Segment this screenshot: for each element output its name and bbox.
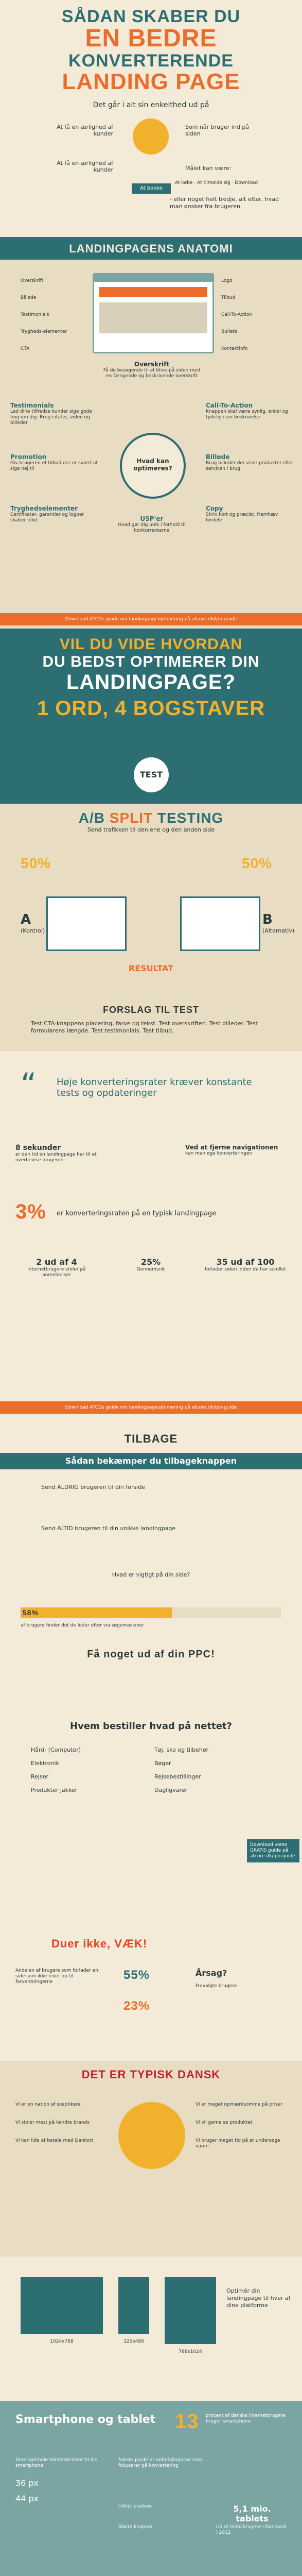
nettet-right-2: Bøger bbox=[154, 1760, 171, 1767]
danish-r3: Vi bruger meget tid på at undersøge varen bbox=[196, 2138, 280, 2149]
ab-label-a-letter: A bbox=[21, 912, 31, 927]
nettet-right-1: Tøj, sko og tilbehør bbox=[154, 1747, 209, 1753]
danish-r1: Vi er meget opmærksomme på priser bbox=[196, 2102, 283, 2107]
label-tilbud: Tilbud bbox=[221, 295, 236, 300]
danish-title: DET ER TYPISK DANSK bbox=[81, 2068, 221, 2081]
bullets-title: Billede bbox=[206, 453, 230, 461]
device-phone bbox=[118, 2277, 149, 2334]
test-headline-1: VIL DU VIDE HVORDAN bbox=[59, 636, 243, 653]
device-desktop bbox=[21, 2277, 103, 2334]
ab-section bbox=[0, 804, 302, 1051]
title-line-2: EN BEDRE bbox=[85, 25, 217, 52]
ab-screen-b bbox=[180, 896, 260, 951]
ab-pct-right: 50% bbox=[242, 855, 273, 871]
danish-left bbox=[15, 2102, 108, 2144]
left-goal-text-2: At få en ærlighed af kunder bbox=[57, 160, 113, 173]
header-footer-text: - eller noget helt tredje, alt efter, hvad man ønsker fra brugeren bbox=[170, 196, 279, 210]
nettet-title: Hvem bestiller hvad på nettet? bbox=[70, 1721, 232, 1732]
label-tryghed: Trygheds-elementer bbox=[21, 329, 67, 334]
goal-list: At købe · At tilmelde sig · Download bbox=[175, 180, 258, 185]
ab-subtitle: Send trafikken til den ene og den anden side bbox=[87, 826, 215, 833]
ab-label-a bbox=[21, 912, 45, 934]
label-kontakt: Kontaktinfo bbox=[221, 346, 248, 351]
anatomy-left-labels bbox=[21, 278, 82, 352]
right-goal-text-1: Som når bruger ind på siden bbox=[185, 124, 250, 137]
stat-1-text: er den tid en landingpage har til at overbevise brugeren bbox=[15, 1152, 97, 1163]
stat-2-text: kan man øge konverteringen bbox=[185, 1151, 253, 1156]
smart-b2: Næste punkt er anbefalingerne som fokuserer på konvertering bbox=[118, 2458, 202, 2468]
intro-text: Det går i alt sin enkelthed ud på bbox=[93, 101, 209, 109]
smart-b4: Større knapper bbox=[118, 2524, 153, 2530]
argh-shout: Duer ikke, VÆK! bbox=[51, 1937, 148, 1950]
testimonials-text: Lad dine tilfredse kunder sige gode ting om dig. Brug citater, video og billeder bbox=[10, 409, 92, 426]
test-headline-3: LANDINGPAGE? bbox=[66, 671, 236, 693]
danish-r2: Vi vil gerne se produktet bbox=[196, 2120, 253, 2125]
browser-mockup bbox=[93, 273, 214, 353]
ab-forslag-text: Test CTA-knappens placering, farve og tekst. Test overskriften. Test billeder. Test formularens længde. Test testimonials. Test tilbud. bbox=[31, 1020, 258, 1034]
quote-mark-icon: “ bbox=[21, 1066, 37, 1103]
argh-pct2: 23% bbox=[123, 1999, 150, 2013]
trust-title: Tryghedselementer bbox=[10, 505, 78, 512]
back-pct-fill bbox=[21, 1607, 172, 1618]
smart-number: 13 bbox=[175, 2410, 199, 2433]
device-d1: 1024x768 bbox=[50, 2339, 74, 2344]
overskrift-title: Overskrift bbox=[134, 361, 170, 368]
smart-title: Smartphone og tablet bbox=[15, 2413, 156, 2426]
anatomy-download-banner[interactable]: Download ATCOs guide om landingpageoptimering på atcore.dk/lpo-guide bbox=[0, 613, 302, 625]
label-testimonials: Testimonials bbox=[21, 312, 49, 317]
device-tablet bbox=[165, 2277, 216, 2344]
smart-b3: Udnyt pladsen bbox=[118, 2504, 152, 2509]
tilbage-label: TILBAGE bbox=[124, 1432, 178, 1445]
nettet-left-4: Produkter jakker bbox=[31, 1787, 78, 1793]
ab-result bbox=[0, 963, 302, 973]
smart-section bbox=[0, 2401, 302, 2576]
danish-l1: Vi er en nation af skeptikere bbox=[15, 2102, 81, 2107]
ab-screen-a bbox=[46, 896, 127, 951]
stat-c3 bbox=[204, 1257, 287, 1273]
test-headline-2: DU BEDST OPTIMERER DIN bbox=[42, 653, 260, 670]
left-goal-text-1: At få en ærlighed af kunder bbox=[57, 124, 113, 137]
ab-label-b-sub: (Alternativ) bbox=[262, 927, 295, 934]
title-line-1: SÅDAN SKABER DU bbox=[61, 7, 241, 26]
ab-title-a: A/B bbox=[78, 810, 105, 826]
nettet-left-2: Elektronik bbox=[31, 1760, 59, 1767]
user-head-icon bbox=[133, 118, 169, 155]
smart-size-1: 36 px bbox=[15, 2478, 39, 2488]
ab-label-a-sub: (Kontrol) bbox=[21, 927, 45, 934]
optimize-circle bbox=[120, 433, 186, 499]
stat-2 bbox=[185, 1144, 288, 1157]
nettet-side-note[interactable]: Download vores GRATIS guide på atcore.dk/lpo-guide bbox=[247, 1839, 299, 1862]
stat-c2-text: Gennemsnit bbox=[136, 1267, 165, 1272]
danish-section bbox=[0, 2061, 302, 2257]
nettet-left-3: Rejser bbox=[31, 1773, 48, 1780]
copy-block bbox=[206, 505, 293, 523]
anatomy-right-labels bbox=[221, 278, 283, 352]
label-cta: CTA bbox=[21, 346, 30, 351]
stats-download-banner[interactable]: Download ATCOs guide om landingpageoptimering på atcore.dk/lpo-guide bbox=[0, 1401, 302, 1414]
overskrift-text: Få de besøgende til at blive på siden med en fængende og beskrivende overskrift bbox=[103, 368, 201, 379]
label-overskrift: Overskrift bbox=[21, 278, 44, 283]
ab-title-b: TESTING bbox=[157, 810, 224, 826]
ab-pct-left: 50% bbox=[21, 855, 51, 871]
header-section bbox=[0, 0, 302, 237]
back-title-bar: Sådan bekæmper du tilbageknappen bbox=[0, 1453, 302, 1469]
label-bullets: Bullets bbox=[221, 329, 237, 334]
back-section bbox=[0, 1422, 302, 1710]
bullets-text: Brug billeder der viser produktet eller servicen i brug bbox=[206, 461, 293, 471]
back-row-2: Send ALTID brugeren til din unikke landingpage bbox=[41, 1525, 176, 1532]
smart-size-2: 44 px bbox=[15, 2494, 39, 2503]
nettet-left-1: Hård- (Computer) bbox=[31, 1747, 81, 1753]
nettet-right bbox=[154, 1747, 257, 1794]
usp-text: Hvad gør dig unik i forhold til konkurrenterne bbox=[118, 522, 186, 533]
stat-1-num: 8 sekunder bbox=[15, 1144, 61, 1152]
optimize-question: Hvad kan optimeres? bbox=[133, 457, 172, 472]
danish-right bbox=[196, 2102, 288, 2149]
test-section bbox=[0, 629, 302, 804]
back-row-1: Send ALDRIG brugeren til din forside bbox=[41, 1484, 146, 1490]
ab-label-b bbox=[262, 912, 294, 934]
label-logo: Logo bbox=[221, 278, 233, 283]
quote-text: Høje konverteringsrater kræver konstante tests og opdateringer bbox=[57, 1077, 252, 1098]
promotion-title: Promotion bbox=[10, 453, 47, 461]
cta-title: Call-To-Action bbox=[206, 402, 253, 409]
stat-big-pct-text: er konverteringsraten på en typisk landingpage bbox=[57, 1210, 217, 1217]
trust-text: Certifikater, garantier og logoer skaber tillid bbox=[10, 512, 84, 523]
title-line-4: LANDING PAGE bbox=[62, 69, 240, 94]
face-icon bbox=[118, 2102, 185, 2169]
copy-text: Skriv kort og præcist, fremhæv fordele bbox=[206, 512, 278, 523]
ab-label-b-letter: B bbox=[262, 912, 273, 927]
overskrift-block bbox=[103, 361, 201, 379]
argh-subtitle: Fravalgte brugere bbox=[196, 1984, 237, 1989]
promotion-text: Giv brugeren et tilbud der er svært at sige nej til bbox=[10, 461, 98, 471]
goal-badge: At booke bbox=[132, 183, 171, 194]
usp-block bbox=[108, 515, 196, 534]
title-line-3: KONVERTERENDE bbox=[68, 51, 234, 71]
stat-1 bbox=[15, 1144, 118, 1163]
nettet-section bbox=[0, 1710, 302, 1927]
promotion-block bbox=[10, 453, 98, 472]
testimonials-title: Testimonials bbox=[10, 402, 54, 409]
stat-c1-text: internetbrugere stoler på anmeldelser bbox=[27, 1267, 86, 1278]
stat-c1 bbox=[15, 1257, 98, 1278]
smart-b5: 5,1 mio. tablets bbox=[233, 2504, 271, 2523]
back-pct-text: af brugere finder det de leder efter via søgemaskiner bbox=[21, 1623, 145, 1628]
nettet-right-3: Rejsebestillinger bbox=[154, 1773, 201, 1780]
device-d3: 768x1024 bbox=[179, 2349, 202, 2354]
stat-c3-text: forlader siden inden de har scrollet bbox=[205, 1267, 286, 1272]
back-question: Hvad er vigtigt på din side? bbox=[112, 1571, 190, 1578]
goal-c: At tilmelde sig bbox=[197, 180, 230, 185]
cta-block bbox=[206, 402, 293, 420]
stat-c2-num: 25% bbox=[140, 1257, 161, 1267]
smart-b1: Dine optimale tekststørrelser til din smartphone bbox=[15, 2458, 98, 2468]
usp-title: USP'er bbox=[140, 515, 164, 522]
nettet-right-4: Dagligvarer bbox=[154, 1787, 188, 1793]
argh-section bbox=[0, 1927, 302, 2061]
ab-forslag: FORSLAG TIL TEST bbox=[103, 1005, 199, 1015]
back-pct-bar bbox=[21, 1607, 281, 1618]
testimonials-block bbox=[10, 402, 98, 426]
stats-section bbox=[0, 1133, 302, 1422]
danish-l2: Vi stoler mest på kendte brands bbox=[15, 2120, 90, 2125]
stat-c1-num: 2 ud af 4 bbox=[36, 1257, 77, 1267]
devices-text: Optimér din landingpage til hver af dine platforme bbox=[226, 2287, 291, 2309]
test-tagline: 1 ORD, 4 BOGSTAVER bbox=[37, 697, 265, 720]
argh-q: Årsag? bbox=[196, 1968, 227, 1978]
stat-c2 bbox=[110, 1257, 192, 1273]
back-ppc: Få noget ud af din PPC! bbox=[87, 1649, 215, 1660]
device-d2: 320x480 bbox=[123, 2339, 144, 2344]
stat-2-num: Ved at fjerne navigationen bbox=[185, 1144, 278, 1151]
anatomy-title: LANDINGPAGENS ANATOMI bbox=[69, 242, 233, 255]
quote-section bbox=[0, 1051, 302, 1133]
smart-b6: Ud af mobilbrugere i Danmark i 2012 bbox=[216, 2524, 287, 2535]
ab-result-label: RESULTAT bbox=[128, 963, 174, 973]
anatomy-section bbox=[0, 237, 302, 629]
label-billede: Billede bbox=[21, 295, 37, 300]
ab-title bbox=[0, 810, 302, 826]
argh-pct1: 55% bbox=[123, 1968, 150, 1982]
cta-text: Knappen skal være synlig, enkel og tydelig i sin beskrivelse bbox=[206, 409, 288, 420]
goal-bubble: Målet kan være: bbox=[185, 165, 232, 172]
devices-section bbox=[0, 2257, 302, 2401]
bullets-block bbox=[206, 453, 293, 472]
ab-title-split: SPLIT bbox=[109, 810, 153, 826]
goal-b: At købe bbox=[175, 180, 193, 185]
test-word: TEST bbox=[139, 770, 163, 779]
argh-lead: Andelen af brugere som forlader en side som ikke lever op til forventningerne bbox=[15, 1968, 98, 1985]
copy-title: Copy bbox=[206, 505, 223, 512]
goal-d: Download bbox=[235, 180, 258, 185]
back-pct: 58% bbox=[23, 1608, 39, 1617]
stat-big-pct: 3% bbox=[15, 1200, 46, 1223]
label-call-to-action: Call-To-Action bbox=[221, 312, 253, 317]
nettet-left bbox=[31, 1747, 134, 1794]
stat-c3-num: 35 ud af 100 bbox=[216, 1257, 275, 1267]
trust-block bbox=[10, 505, 98, 523]
test-bubble bbox=[134, 757, 169, 792]
smart-number-text: procent af danske internetbrugere bruger smartphone bbox=[206, 2413, 286, 2424]
danish-l3: Vi kan lide at betale med Dankort bbox=[15, 2138, 94, 2143]
